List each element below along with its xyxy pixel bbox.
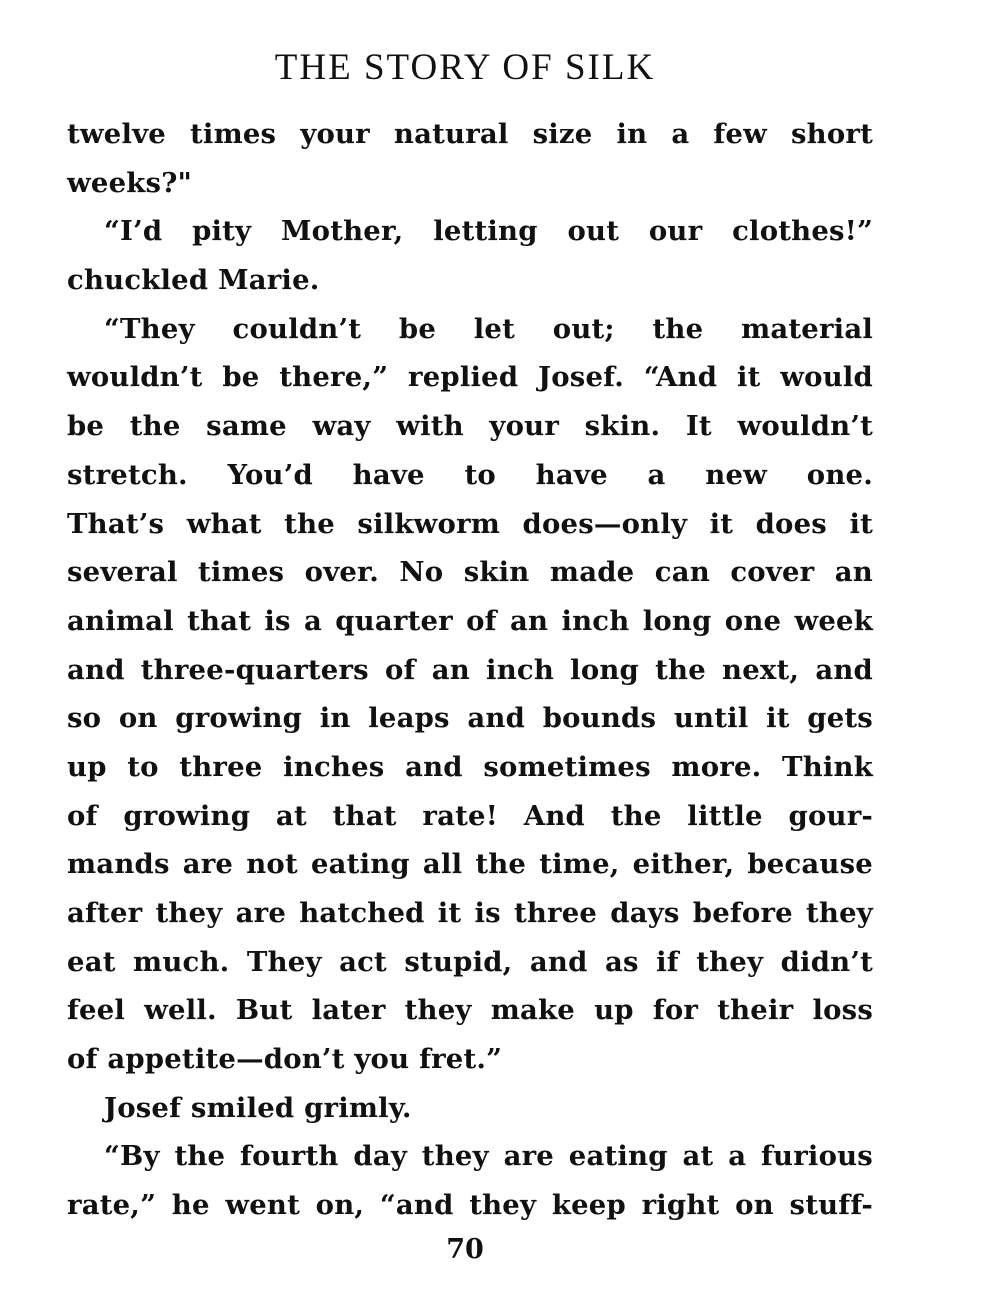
text-line: be the same way with your skin. It wouldn’t (67, 410, 873, 443)
text-line: twelve times your natural size in a few short (67, 118, 873, 150)
text-line: feel well. But later they make up for their loss (67, 994, 873, 1027)
text-line: “They couldn’t be let out; the material (104, 312, 873, 345)
text-line: of appetite—don’t you fret.” (67, 1043, 503, 1076)
paragraph (67, 207, 873, 304)
paragraph (67, 1084, 873, 1133)
page-number: 70 (446, 1234, 484, 1265)
text-line: of growing at that rate! And the little gour- (67, 799, 873, 832)
text-line: animal that is a quarter of an inch long one week (67, 604, 873, 637)
text-line: eat much. They act stupid, and as if they didn’t (67, 945, 873, 978)
text-line: chuckled Marie. (67, 264, 320, 297)
paragraph (67, 305, 873, 1084)
running-head: THE STORY OF SILK (274, 47, 656, 88)
text-line: and three-quarters of an inch long the next, and (67, 653, 873, 686)
paragraph (67, 1132, 873, 1229)
text-line: stretch. You’d have to have a new one. (67, 458, 873, 491)
text-line: “I’d pity Mother, letting out our clothes!” (104, 215, 873, 248)
text-line: weeks?" (67, 166, 193, 199)
text-line: Josef smiled grimly. (104, 1091, 412, 1124)
text-line: after they are hatched it is three days before they (67, 897, 873, 929)
text-line: up to three inches and sometimes more. Think (67, 750, 873, 783)
paragraph (67, 110, 873, 207)
text-line: wouldn’t be there,” replied Josef. “And it would (67, 361, 873, 394)
text-line: mands are not eating all the time, either, because (67, 848, 873, 881)
text-line: That’s what the silkworm does—only it does it (67, 507, 873, 540)
text-line: several times over. No skin made can cover an (67, 556, 873, 589)
text-line: so on growing in leaps and bounds until it gets (67, 702, 873, 735)
body-text (67, 110, 873, 1230)
text-line: “By the fourth day they are eating at a furious (104, 1140, 873, 1173)
text-line: rate,” he went on, “and they keep right on stuff- (67, 1189, 873, 1222)
